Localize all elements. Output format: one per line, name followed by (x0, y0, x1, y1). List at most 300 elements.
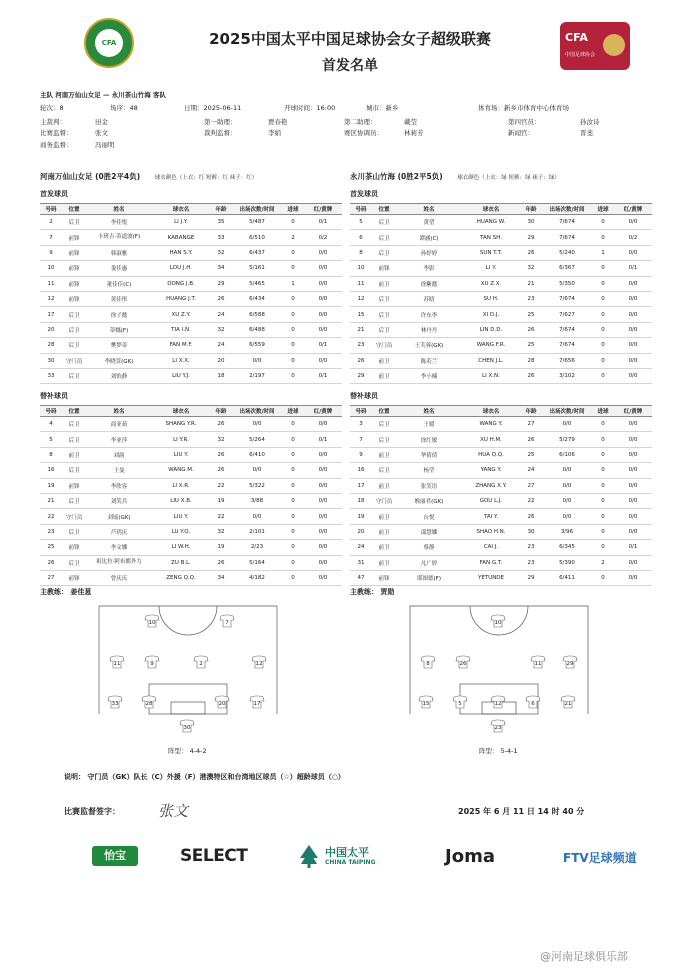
cell-cards: 0/2 (614, 230, 652, 245)
cell-apps: 7/674 (542, 338, 592, 353)
player-number: 15 (422, 701, 430, 707)
cell-number: 21 (40, 493, 62, 508)
cell-cards: 0/0 (304, 417, 342, 432)
cell-goals: 0 (592, 215, 614, 230)
player-shirt-icon (419, 696, 433, 708)
cell-age: 26 (210, 447, 232, 462)
cell-shirt-name: SHANG Y.R. (152, 417, 210, 432)
cell-name: 许东李 (396, 307, 462, 322)
cell-goals: 0 (592, 432, 614, 447)
cell-name: 缑丽君(GK) (396, 493, 462, 508)
cell-age: 32 (210, 322, 232, 337)
table-row (40, 230, 342, 245)
cell-apps: 6/437 (232, 245, 282, 260)
cell-position: 前锋 (62, 291, 86, 306)
commissioner-signature: 张文 (158, 802, 189, 820)
cell-position: 守门员 (62, 353, 86, 368)
fourth-name: 孙汝诗 (580, 118, 600, 126)
table-row (350, 230, 652, 245)
col-header-shirt-name: 球衣名 (462, 204, 520, 215)
cell-apps: 3/88 (232, 493, 282, 508)
cell-cards: 0/0 (614, 276, 652, 291)
cell-number: 19 (40, 478, 62, 493)
table-row (40, 555, 342, 570)
cell-position: 后卫 (62, 463, 86, 478)
table-row (350, 417, 652, 432)
col-header-name: 姓名 (86, 204, 152, 215)
cell-shirt-name: LI X.X. (152, 353, 210, 368)
cell-shirt-name: CHEN J.L. (462, 353, 520, 368)
cell-cards: 0/0 (304, 447, 342, 462)
ar1-name: 贾春艳 (268, 118, 288, 126)
col-header-age: 年龄 (520, 204, 542, 215)
cell-goals: 2 (282, 230, 304, 245)
player-number: 12 (255, 661, 263, 667)
cell-age: 25 (520, 338, 542, 353)
cell-goals: 0 (282, 540, 304, 555)
cell-goals: 0 (592, 353, 614, 368)
cell-apps: 6/488 (232, 322, 282, 337)
cell-shirt-name: TAN SH. (462, 230, 520, 245)
cell-shirt-name: KABANGE (152, 230, 210, 245)
table-row (40, 463, 342, 478)
cell-age: 32 (210, 524, 232, 539)
cell-position: 前锋 (62, 478, 86, 493)
player-shirt-icon (108, 696, 122, 708)
commercial-label: 商务监督： (40, 140, 73, 149)
col-header-apps: 出场次数/时间 (542, 406, 592, 417)
cell-number: 16 (40, 463, 62, 478)
away-starters-title: 首发球员 (350, 190, 378, 198)
table-row (40, 478, 342, 493)
cell-age: 34 (210, 261, 232, 276)
cell-goals: 0 (282, 368, 304, 383)
match-no-value: 48 (129, 104, 138, 112)
sponsor-china-taiping-en: CHINA TAIPING (325, 859, 376, 866)
player-number: 7 (225, 620, 229, 626)
cell-shirt-name: LIN D.D. (462, 322, 520, 337)
cell-shirt-name: YANG Y. (462, 463, 520, 478)
cell-apps: 5/279 (542, 432, 592, 447)
table-row (350, 509, 652, 524)
table-row (40, 493, 342, 508)
cell-name: 刘韵 (86, 447, 152, 462)
signature-datetime: 2025 年 6 月 11 日 14 时 40 分 (458, 807, 585, 816)
cell-goals: 0 (282, 509, 304, 524)
col-header-goals: 进球 (282, 406, 304, 417)
player-shirt-icon (145, 615, 159, 627)
cell-cards: 0/0 (614, 307, 652, 322)
officials-block (40, 117, 660, 151)
cell-position: 后卫 (372, 230, 396, 245)
cell-name: 李小楠 (396, 368, 462, 383)
cell-cards: 0/0 (614, 338, 652, 353)
cell-position: 后卫 (62, 432, 86, 447)
cell-cards: 0/0 (614, 570, 652, 585)
cell-number: 25 (40, 540, 62, 555)
cell-goals: 0 (282, 215, 304, 230)
cell-number: 12 (40, 291, 62, 306)
cell-number: 23 (40, 524, 62, 539)
cell-position: 后卫 (372, 432, 396, 447)
cell-goals: 0 (592, 307, 614, 322)
cell-goals: 0 (282, 478, 304, 493)
cell-cards: 0/0 (304, 570, 342, 585)
cell-position: 前锋 (62, 570, 86, 585)
cell-position: 前卫 (372, 540, 396, 555)
cell-goals: 0 (592, 338, 614, 353)
away-coach: 主教练： 贾勋 (350, 588, 395, 596)
cell-goals: 0 (592, 493, 614, 508)
cell-goals: 1 (592, 245, 614, 260)
cell-shirt-name: GOU L.J. (462, 493, 520, 508)
cell-shirt-name: LU Y.Q. (152, 524, 210, 539)
press-officer-name: 晋斐 (580, 129, 593, 138)
table-row (350, 478, 652, 493)
cell-apps: 4/182 (232, 570, 282, 585)
cell-name: 邵慧娜 (396, 524, 462, 539)
cell-position: 前卫 (372, 524, 396, 539)
cell-shirt-name: XU Z.Y. (152, 307, 210, 322)
cell-age: 26 (210, 417, 232, 432)
cell-shirt-name: FAN G.T. (462, 555, 520, 570)
cell-name: 王芙蓉(GK) (396, 338, 462, 353)
cell-age: 23 (520, 555, 542, 570)
cell-shirt-name: LOU J.H. (152, 261, 210, 276)
cell-cards: 0/2 (304, 230, 342, 245)
cell-cards: 0/0 (614, 215, 652, 230)
player-number: 20 (218, 701, 226, 707)
cell-cards: 0/0 (614, 417, 652, 432)
kickoff (284, 103, 335, 114)
cell-name: 蔡静 (396, 540, 462, 555)
cell-cards: 0/1 (304, 368, 342, 383)
cell-shirt-name: YETUNDE (462, 570, 520, 585)
cell-cards: 0/0 (304, 509, 342, 524)
sponsor-select-logo: SELECT (180, 846, 248, 866)
cell-name: 李欣容 (86, 478, 152, 493)
cell-apps: 5/350 (542, 276, 592, 291)
cell-number: 7 (40, 230, 62, 245)
ar2-name: 戴莹 (404, 118, 417, 126)
player-shirt-icon (250, 696, 264, 708)
cell-shirt-name: SHAO H.N. (462, 524, 520, 539)
cell-number: 8 (40, 447, 62, 462)
home-formation-label: 阵型： 4-4-2 (168, 747, 207, 755)
cell-goals: 0 (282, 353, 304, 368)
cell-age: 21 (520, 276, 542, 291)
cell-apps: 2/197 (232, 368, 282, 383)
cell-shirt-name: HUANG J.T. (152, 291, 210, 306)
cell-position: 守门员 (372, 493, 396, 508)
cell-number: 19 (350, 509, 372, 524)
cell-number: 7 (350, 432, 372, 447)
cell-position: 前卫 (372, 509, 396, 524)
cell-position: 前卫 (372, 478, 396, 493)
cell-age: 27 (520, 478, 542, 493)
cell-shirt-name: SUN T.T. (462, 245, 520, 260)
cell-apps: 0/0 (542, 509, 592, 524)
player-number: 10 (148, 620, 156, 626)
round-label: 轮次： (40, 104, 60, 112)
cell-position: 后卫 (62, 215, 86, 230)
cell-shirt-name: LI Y. (462, 261, 520, 276)
cell-position: 后卫 (372, 291, 396, 306)
cell-goals: 0 (592, 509, 614, 524)
cell-goals: 0 (592, 540, 614, 555)
col-header-cards: 红/黄牌 (614, 406, 652, 417)
cell-shirt-name: LI W.H. (152, 540, 210, 555)
cell-age: 23 (520, 540, 542, 555)
cell-name: 黄佳彤 (86, 291, 152, 306)
cell-name: 刘瑶(GK) (86, 509, 152, 524)
cell-number: 29 (350, 368, 372, 383)
cell-age: 32 (520, 261, 542, 276)
cell-position: 前锋 (62, 230, 86, 245)
cell-age: 24 (210, 338, 232, 353)
cell-number: 28 (40, 338, 62, 353)
venue-label: 体育场： (478, 104, 504, 112)
match-no (110, 103, 138, 114)
cell-shirt-name: LI Y.R. (152, 432, 210, 447)
player-number: 11 (534, 661, 542, 667)
cell-cards: 0/0 (304, 463, 342, 478)
cell-apps: 3/96 (542, 524, 592, 539)
cell-apps: 0/0 (542, 493, 592, 508)
table-row (350, 432, 652, 447)
col-header-name: 姓名 (86, 406, 152, 417)
col-header-cards: 红/黄牌 (304, 406, 342, 417)
cell-name: 卡班吉·蒂道波(F) (86, 230, 152, 245)
cell-position: 前锋 (62, 245, 86, 260)
cell-age: 29 (210, 276, 232, 291)
cell-number: 4 (40, 417, 62, 432)
cell-number: 10 (40, 261, 62, 276)
home-coach: 主教练： 姜佳葸 (40, 588, 92, 596)
away-subs-table (350, 405, 652, 586)
cell-name: 樊梦蒂 (86, 338, 152, 353)
cell-cards: 0/0 (614, 368, 652, 383)
cell-apps: 5/465 (232, 276, 282, 291)
cell-apps: 0/0 (542, 463, 592, 478)
cell-goals: 0 (592, 368, 614, 383)
cell-name: 商亚茹 (86, 417, 152, 432)
cell-shirt-name: TIA I.N. (152, 322, 210, 337)
cell-apps: 6/410 (232, 447, 282, 462)
away-team-header (350, 171, 560, 182)
cell-position: 后卫 (372, 322, 396, 337)
cell-position: 后卫 (62, 322, 86, 337)
cell-age: 32 (210, 432, 232, 447)
cell-shirt-name: LIU Y.J. (152, 368, 210, 383)
ar2-label: 第二助理： (344, 118, 377, 126)
cell-apps: 7/656 (542, 353, 592, 368)
cell-goals: 0 (592, 447, 614, 462)
venue-value: 新乡市体育中心体育场 (504, 104, 569, 112)
player-number: 2 (199, 661, 203, 667)
table-row (40, 570, 342, 585)
cell-goals: 0 (592, 478, 614, 493)
cell-number: 8 (350, 245, 372, 260)
cell-apps: 6/106 (542, 447, 592, 462)
cell-name: 娄佳惠 (86, 261, 152, 276)
ar1-label: 第一助理： (204, 118, 237, 126)
player-number: 26 (459, 661, 467, 667)
cell-position: 前锋 (62, 261, 86, 276)
cell-number: 15 (350, 307, 372, 322)
cell-apps: 5/164 (232, 555, 282, 570)
cell-goals: 0 (282, 447, 304, 462)
player-shirt-icon (456, 656, 470, 668)
player-number: 9 (150, 661, 154, 667)
ref-assessor-label: 裁判监督： (204, 129, 237, 138)
cell-number: 22 (40, 509, 62, 524)
cell-shirt-name: LI X.R. (152, 478, 210, 493)
table-row (40, 291, 342, 306)
player-number: 8 (426, 661, 430, 667)
col-header-shirt-name: 球衣名 (152, 406, 210, 417)
col-header-age: 年龄 (210, 204, 232, 215)
cell-goals: 0 (592, 261, 614, 276)
cell-name: 徐子懿 (86, 307, 152, 322)
player-shirt-icon (421, 656, 435, 668)
cell-apps: 5/264 (232, 432, 282, 447)
player-number: 28 (145, 701, 153, 707)
cell-cards: 0/0 (304, 478, 342, 493)
home-kit-colors: 球衣颜色（上衣：红 短裤：红 袜子：红） (154, 175, 258, 181)
pitch-outline (99, 606, 277, 714)
cell-number: 31 (350, 555, 372, 570)
cell-goals: 0 (592, 276, 614, 291)
away-kit-colors: 球衣颜色（上衣：绿 短裤：绿 袜子：绿） (457, 175, 560, 181)
match-commissioner-label: 比赛监督： (40, 129, 73, 138)
kickoff-value: 16:00 (316, 104, 336, 112)
cell-cards: 0/0 (614, 524, 652, 539)
cell-goals: 0 (282, 570, 304, 585)
sponsor-joma-logo: Joma (445, 846, 495, 867)
cell-age: 19 (210, 493, 232, 508)
csl-women-logo (560, 22, 630, 70)
cell-number: 5 (40, 432, 62, 447)
cell-position: 前锋 (62, 540, 86, 555)
away-starters-table (350, 203, 652, 384)
cell-shirt-name: HUA Q.Q. (462, 447, 520, 462)
cell-name: 王媛 (396, 417, 462, 432)
cell-shirt-name: ZU B.L. (152, 555, 210, 570)
table-row (40, 368, 342, 383)
cell-name: 谭涵(C) (396, 230, 462, 245)
home-team-name: 河南万仙山女足 (0胜2平4负) (40, 172, 141, 181)
cell-cards: 0/0 (614, 245, 652, 260)
cfa-crest-logo (84, 18, 134, 68)
cell-name: 耶图德(F) (396, 570, 462, 585)
match-commissioner-name: 张文 (95, 129, 108, 138)
cell-number: 5 (350, 215, 372, 230)
csl-logo-text: CFA (565, 31, 588, 44)
cell-cards: 0/0 (614, 432, 652, 447)
cell-cards: 0/0 (614, 493, 652, 508)
referee-name: 田金 (95, 118, 108, 126)
cell-cards: 0/0 (614, 478, 652, 493)
cell-shirt-name: LI J.Y. (152, 215, 210, 230)
cell-age: 30 (520, 215, 542, 230)
cell-name: 李晓萱(GK) (86, 353, 152, 368)
cell-shirt-name: SU H. (462, 291, 520, 306)
cell-number: 9 (350, 447, 372, 462)
cell-shirt-name: WANG Y. (462, 417, 520, 432)
player-shirt-icon (252, 656, 266, 668)
table-row (350, 307, 652, 322)
cell-cards: 0/0 (614, 353, 652, 368)
cell-number: 11 (40, 276, 62, 291)
cell-position: 后卫 (62, 555, 86, 570)
cell-position: 后卫 (372, 417, 396, 432)
date-value: 2025-06-11 (203, 104, 242, 112)
cell-apps: 3/102 (542, 368, 592, 383)
cell-shirt-name: TAI Y. (462, 509, 520, 524)
legend-note: 说明： 守门员（GK）队长（C）外援（F）港澳特区和台湾地区球员（☆）超龄球员（○） (64, 773, 345, 781)
cell-age: 24 (210, 307, 232, 322)
col-header-shirt-name: 球衣名 (462, 406, 520, 417)
cell-name: 张笑语 (396, 478, 462, 493)
cell-goals: 0 (592, 291, 614, 306)
cell-age: 18 (210, 368, 232, 383)
page-title: 2025中国太平中国足球协会女子超级联赛 (209, 30, 491, 48)
cell-number: 20 (40, 322, 62, 337)
cell-age: 19 (210, 540, 232, 555)
table-row (350, 245, 652, 260)
home-team-header (40, 171, 257, 182)
away-team-name: 永川茶山竹海 (0胜2平5负) (350, 172, 443, 181)
cell-shirt-name: ZHANG X.Y. (462, 478, 520, 493)
col-header-cards: 红/黄牌 (614, 204, 652, 215)
col-header-age: 年龄 (520, 406, 542, 417)
home-formation-pitch (97, 604, 279, 731)
match-no-label: 场序： (110, 104, 130, 112)
cell-goals: 0 (282, 307, 304, 322)
cell-cards: 0/0 (304, 322, 342, 337)
col-header-number: 号码 (40, 204, 62, 215)
weibo-watermark: @河南足球俱乐部 (540, 950, 628, 963)
cell-number: 17 (40, 307, 62, 322)
cell-name: 陈若兰 (396, 353, 462, 368)
table-row (40, 432, 342, 447)
table-row (40, 509, 342, 524)
cell-cards: 0/1 (614, 261, 652, 276)
cell-position: 后卫 (372, 307, 396, 322)
cell-apps: 0/0 (232, 463, 282, 478)
table-row (350, 447, 652, 462)
cell-number: 27 (40, 570, 62, 585)
player-shirt-icon (220, 615, 234, 627)
cell-goals: 0 (282, 245, 304, 260)
col-header-position: 位置 (372, 204, 396, 215)
cell-position: 守门员 (372, 338, 396, 353)
cell-age: 26 (210, 463, 232, 478)
kickoff-label: 开球时间： (284, 104, 317, 112)
cell-name: 台悦 (396, 509, 462, 524)
cell-goals: 1 (282, 276, 304, 291)
cell-apps: 6/588 (232, 307, 282, 322)
cell-cards: 0/0 (304, 276, 342, 291)
coordinator-label: 赛区协调员： (344, 129, 383, 138)
cell-age: 25 (520, 447, 542, 462)
cell-cards: 0/0 (304, 353, 342, 368)
page-subtitle: 首发名单 (322, 58, 378, 74)
table-row (350, 215, 652, 230)
cell-position: 前卫 (62, 447, 86, 462)
col-header-shirt-name: 球衣名 (152, 204, 210, 215)
